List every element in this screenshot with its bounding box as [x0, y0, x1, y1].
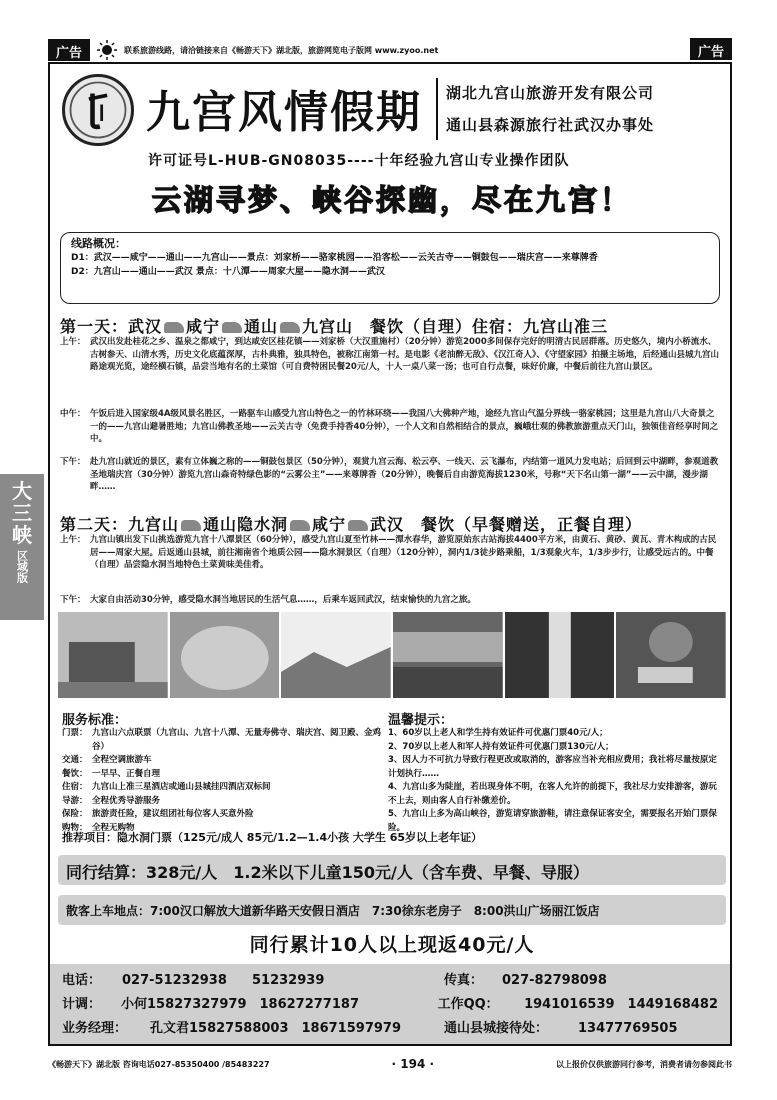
bus-icon [181, 520, 201, 531]
side-tab-char-2: 三 [12, 501, 32, 525]
list-item: 门票： 九宫山六点联票（九宫山、九宫十八潭、无量寿佛寺、瑞庆宫、阅卫殿、金鸡谷） [62, 728, 382, 752]
ad-tag-right: 广告 [690, 38, 732, 60]
photo-lake-town [393, 612, 503, 698]
day1-noon: 中午： 午饭后进入国家级4A级风景名胜区，一路驱车山感受九宫山特色之一的竹林环绕——我国八大佛种产地，途经九宫山气温分界线一骆家桃园；这里是九宫山八大奇景之一的——九宫山避暑胜地；九宫山佛教圣地——云关古寺（免费手持香40分钟），一个人文和自然相结合的景点，巍峨壮观的佛教旅游重点天门山，独领佳音经享时间之中。 [60, 409, 719, 444]
tips-list [388, 727, 718, 835]
standards-title: 服务标准： [62, 713, 128, 728]
page-footer [48, 1056, 732, 1072]
list-item: 住宿： 九宫山上准三星酒店或通山县城挂四酒店双标间 [62, 782, 271, 792]
overview-title: 线路概况： [71, 237, 126, 250]
list-item: 5、九宫山上多为高山峡谷，游览请穿旅游鞋，请注意保证客安全，需要报名开始门票保险。 [388, 809, 717, 833]
day2-morning: 上午： 九宫山镇出发下山挑选游览九宫十八潭景区（60分钟），感受九宫山夏至竹林——潭水春华，游览原始东古站海拔4400平方米，由黄石、黄砂、黄瓦、青木构成的古民居——周家大屋。后返通山县城，前往湘南省个地质公园——隐水洞景区（自理）（120分钟），洞内1/3徒步路乘船，1/3观象火车，1/3步步行，让感受远古的。中餐（自理）品尝隐水洞当地特色土菜黄味美佳肴。 [60, 535, 717, 570]
ad-tag-left: 广告 [48, 39, 90, 61]
photo-stone-monument [170, 612, 280, 698]
pickup-points: 散客上车地点：7:00汉口解放大道新华路天安假日酒店 7:30徐东老房子 8:00洪山广场丽江饭店 [58, 895, 726, 925]
bus-icon [222, 322, 242, 333]
footer-right: 以上报价仅供旅游同行参考，消费者请勿参阅此书 [555, 1059, 732, 1069]
list-item: 交通： 全程空调旅游车 [62, 755, 152, 765]
peer-price: 同行结算：328元/人 1.2米以下儿童150元/人（含车费、早餐、导服） [58, 855, 726, 885]
list-item: 保险： 旅游责任险，建议组团社每位客人买意外险 [62, 809, 254, 819]
recommended-items: 推荐项目：隐水洞门票（125元/成人 85元/1.2—1.4小孩 大学生 65岁以上老年证） [62, 831, 483, 844]
day2-afternoon: 下午： 大家自由活动30分钟，感受隐水洞当地居民的生活气息……，后乘车返回武汉，结束愉快的九宫之旅。 [60, 595, 476, 605]
header [58, 70, 722, 169]
list-item: 3、因人力不可抗力导致行程更改或取消的，游客应当补充相应费用；我社将尽量按原定计划执行…… [388, 755, 717, 779]
slogan: 云湖寻梦、峡谷探幽，尽在九宫！ [151, 183, 632, 217]
list-item: 4、九宫山多为陡崖，若出现身体不明，在客人允许的前提下，我社尽力安排游客，游玩不上去，则由客人自行补缴差价。 [388, 782, 717, 806]
day1-afternoon: 下午： 赴九宫山就近的景区，素有立体巍之称的——铜鼓包景区（50分钟），观赏九宫云海、松云亭、一线天、云飞瀑布，内结第一道风力发电站；后回到云中湖畔，参观道教圣地瑞庆宫（30分钟）游览九宫山森奇特绿色影的“云雾公主”——来尊牌香（20分钟），晚餐后自由游览海拔1230米，号称“天下名山第一湖”——云中湖，漫步湖畔…… [60, 457, 719, 492]
side-tab-char-1: 大 [12, 479, 32, 503]
list-item: 1、60岁以上老人和学生持有效证件可优惠门票40元/人； [388, 728, 608, 738]
side-region-tab [0, 474, 44, 620]
contact-row-planner: 计调： 小何15827327979 18627277187 工作QQ： 1941016539 1449168482 [62, 997, 718, 1012]
contact-panel [50, 964, 730, 1044]
top-ad-bar [48, 38, 732, 62]
side-tab-char-3: 峡 [12, 523, 32, 547]
overview-d2: D2：九宫山——通山——武汉 景点：十八潭——周家大屋——隐水洞——武汉 [71, 267, 385, 277]
route-overview [60, 232, 720, 304]
bus-icon [348, 520, 368, 531]
day2-title: 第二天：九宫山 通山隐水洞 咸宁 武汉 餐饮（早餐赠送，正餐自理） [60, 515, 643, 534]
rebate-offer: 同行累计10人以上现返40元/人 [249, 934, 535, 956]
top-note: 联系旅游线路，请洽链接来自《畅游天下》湖北版，旅游网览电子版网 www.zyoo.net [124, 45, 439, 55]
tips-title: 温馨提示： [388, 713, 454, 728]
photo-village [58, 612, 168, 698]
footer-left: 《畅游天下》湖北版 咨询电话027-85350400 /85483227 [48, 1059, 270, 1069]
bus-icon [164, 322, 184, 333]
ad-frame [48, 62, 732, 1046]
company-name-1: 湖北九宫山旅游开发有限公司 [446, 84, 655, 102]
bus-icon [280, 322, 300, 333]
contact-row-manager: 业务经理： 孔文君15827588003 18671597979 通山县城接待处： 13477769505 [62, 1021, 678, 1036]
brand-title: 九宫风情假期 [146, 87, 422, 138]
sun-logo-icon [96, 39, 118, 61]
contact-row-phone: 电话： 027-51232938 51232939 传真： 027-82798098 [62, 973, 607, 988]
header-divider [436, 78, 438, 140]
photo-cave-train [616, 612, 726, 698]
list-item: 餐饮： 一早早、正餐自理 [62, 768, 161, 779]
side-tab-region: 区域版 [15, 550, 29, 583]
page-number: · 194 · [391, 1057, 435, 1071]
list-item: 2、70岁以上老人和军人持有效证件可优惠门票130元/人； [388, 741, 614, 752]
bus-icon [290, 520, 310, 531]
company-name-2: 通山县森源旅行社武汉办事处 [446, 116, 655, 134]
standards-list [62, 727, 392, 835]
photo-waterfall [505, 612, 615, 698]
photo-strip [58, 612, 726, 698]
day1-title: 第一天：武汉 咸宁 通山 九宫山 餐饮（自理）住宿：九宫山准三 [60, 317, 609, 336]
list-item: 导游： 全程优秀导游服务 [62, 795, 161, 806]
list-item: 购物： 全程无购物 [62, 822, 135, 833]
company-logo-icon [62, 74, 134, 146]
overview-d1: D1：武汉——咸宁——通山——九宫山——景点：刘家桥——骆家桃园——沿客松——云关古寺——铜鼓包——瑞庆宫——来尊牌香 [71, 253, 598, 263]
license-line: 许可证号L-HUB-GN08035----十年经验九宫山专业操作团队 [148, 153, 570, 169]
day1-morning: 上午： 武汉出发赴桂花之乡、温泉之都咸宁，到达咸安区桂花镇——刘家桥（大汉重施村）（20分钟）游览2000多间保存完好的明清古民居群落。历史悠久，境内小桥流水、古树参天、山清水秀，历史文化底蕴深厚，古朴典雅，独具特色，被称江南第一村。是电影《老油醉无敌》、《汉江奇人》、《守望家园》拍摄主场地，后经通山县城九宫山路途观光览，途经横石镇，品尝当地有名的土菜馆（可自费特困民餐20元/人，十人一桌八菜一汤；也可自行点餐，味好价廉，中餐后前往九宫山景区。 [60, 337, 720, 372]
photo-cloud-sea [281, 612, 391, 698]
